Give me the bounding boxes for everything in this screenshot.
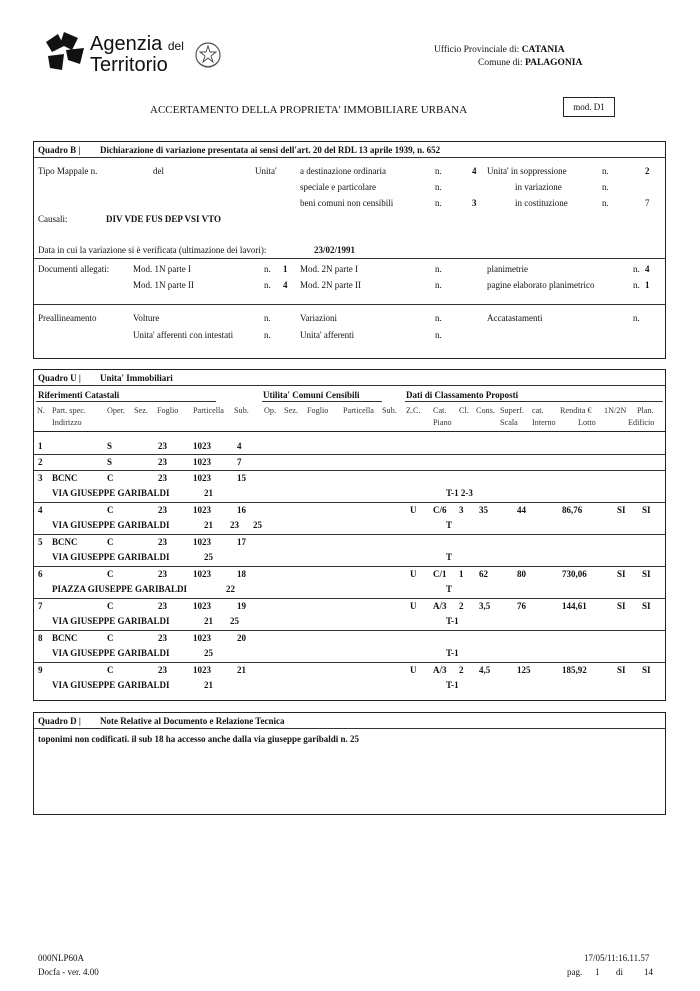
causali-value: DIV VDE FUS DEP VSI VTO <box>106 214 221 224</box>
unit-civico: 21 <box>204 616 213 626</box>
beni-comuni-value: 3 <box>472 198 477 208</box>
unit-foglio: 23 <box>158 537 167 547</box>
unit-particella: 1023 <box>193 633 211 643</box>
divider <box>33 157 666 158</box>
footer-timestamp: 17/05/11:16.11.57 <box>584 953 650 963</box>
unit-cat: C/6 <box>433 505 447 515</box>
mod1n-p1-label: Mod. 1N parte I <box>133 264 191 274</box>
unit-cons: 3,5 <box>479 601 491 611</box>
quadro-u-label: Quadro U | <box>38 373 81 383</box>
divider <box>33 304 666 305</box>
unit-oper: C <box>107 505 114 515</box>
unit-plan: SI <box>642 569 651 579</box>
n-label: n. <box>602 166 609 176</box>
unit-oper: C <box>107 601 114 611</box>
n-label: n. <box>264 264 271 274</box>
unit-sub: 7 <box>237 457 242 467</box>
footer-pag-value: 1 <box>595 967 600 977</box>
n-label: n. <box>435 313 442 323</box>
quadro-d-note: toponimi non codificati. il sub 18 ha accesso anche dalla via giuseppe garibaldi n. 25 <box>38 734 360 744</box>
unit-foglio: 23 <box>158 665 167 675</box>
col-interno: Interno <box>532 418 556 427</box>
unit-indirizzo: VIA GIUSEPPE GARIBALDI <box>52 680 170 690</box>
unit-plan: SI <box>642 665 651 675</box>
footer-di-label: di <box>616 967 624 977</box>
unit-sub: 18 <box>237 569 246 579</box>
n-label: n. <box>264 313 271 323</box>
divider <box>262 401 382 402</box>
volture-label: Volture <box>133 313 160 323</box>
unit-part-spec: BCNC <box>52 537 78 547</box>
row-divider <box>33 598 666 599</box>
unit-superf: 44 <box>517 505 526 515</box>
divider <box>33 431 666 432</box>
unit-sub: 16 <box>237 505 246 515</box>
unit-indirizzo: VIA GIUSEPPE GARIBALDI <box>52 552 170 562</box>
unit-particella: 1023 <box>193 665 211 675</box>
unit-superf: 76 <box>517 601 526 611</box>
unit-piano: T <box>446 584 453 594</box>
col-part-spec: Part. spec. <box>52 406 86 415</box>
unit-oper: S <box>107 457 113 467</box>
n-label: n. <box>435 280 442 290</box>
planimetrie-value: 4 <box>645 264 650 274</box>
logo-del: del <box>167 39 184 53</box>
unit-particella: 1023 <box>193 457 211 467</box>
unit-foglio: 23 <box>158 473 167 483</box>
agenzia-logo-icon <box>44 30 86 74</box>
col-oper: Oper. <box>107 406 125 415</box>
col-plan: Plan. <box>637 406 654 415</box>
ufficio-label: Ufficio Provinciale di: <box>434 45 520 55</box>
footer-code: 000NLP60A <box>38 953 85 963</box>
unit-piano: T <box>446 520 453 530</box>
unit-particella: 1023 <box>193 537 211 547</box>
unit-cons: 62 <box>479 569 488 579</box>
unit-n: 9 <box>38 665 43 675</box>
col-rendita: Rendita € <box>560 406 592 415</box>
dest-ordinaria-value: 4 <box>472 166 477 176</box>
comune-label: Comune di: <box>478 58 523 68</box>
col-sub2: Sub. <box>382 406 397 415</box>
unit-oper: S <box>107 441 113 451</box>
speciale-label: speciale e particolare <box>300 182 376 192</box>
unit-civico: 22 <box>226 584 235 594</box>
col-edificio: Edificio <box>628 418 655 427</box>
unit-foglio: 23 <box>158 601 167 611</box>
quadro-d-title: Note Relative al Documento e Relazione Tecnica <box>100 716 285 726</box>
unit-foglio: 23 <box>158 457 167 467</box>
divider <box>33 258 666 259</box>
ufficio-line <box>434 45 565 55</box>
n-label: n. <box>435 330 442 340</box>
col-1n2n: 1N/2N <box>604 406 627 415</box>
unit-rendita: 185,92 <box>562 665 587 675</box>
col-foglio: Foglio <box>157 406 179 415</box>
soppressione-value: 2 <box>645 166 650 176</box>
unit-foglio: 23 <box>158 441 167 451</box>
n-label: n. <box>633 313 640 323</box>
logo-territorio: Territorio <box>90 54 168 76</box>
col-foglio2: Foglio <box>307 406 329 415</box>
quadro-b-title: Dichiarazione di variazione presentata ai sensi dell'art. 20 del RDL 13 aprile 1939, n. 652 <box>100 145 441 155</box>
row-divider <box>33 470 666 471</box>
mod1n-p2-label: Mod. 1N parte II <box>133 280 194 290</box>
col-scala: Scala <box>500 418 518 427</box>
unit-indirizzo: VIA GIUSEPPE GARIBALDI <box>52 488 170 498</box>
unit-cons: 4,5 <box>479 665 491 675</box>
n-label: n. <box>602 198 609 208</box>
quadro-b-label: Quadro B | <box>38 145 81 155</box>
unit-foglio: 23 <box>158 633 167 643</box>
mod-badge: mod. D1 <box>563 97 615 117</box>
unit-civico: 25 <box>230 616 239 626</box>
unit-piano: T <box>446 552 453 562</box>
unit-1n2n: SI <box>617 601 626 611</box>
mod1n-p2-value: 4 <box>283 280 288 290</box>
data-label: Data in cui la variazione si è verificata (ultimazione dei lavori): <box>38 245 267 255</box>
pagine-label: pagine elaborato planimetrico <box>487 280 595 290</box>
unit-civico: 21 <box>204 488 213 498</box>
unit-1n2n: SI <box>617 569 626 579</box>
quadro-u-title: Unita' Immobiliari <box>100 373 173 383</box>
col-cat2: cat. <box>532 406 544 415</box>
logo-agenzia: Agenzia <box>90 33 163 55</box>
unit-zc: U <box>410 569 417 579</box>
unit-zc: U <box>410 601 417 611</box>
unit-sub: 15 <box>237 473 246 483</box>
n-label: n. <box>602 182 609 192</box>
unit-oper: C <box>107 537 114 547</box>
unit-civico: 21 <box>204 520 213 530</box>
beni-comuni-label: beni comuni non censibili <box>300 198 394 208</box>
col-particella2: Particella <box>343 406 374 415</box>
unit-civico: 25 <box>204 648 213 658</box>
unit-plan: SI <box>642 601 651 611</box>
unit-n: 2 <box>38 457 43 467</box>
unit-indirizzo: VIA GIUSEPPE GARIBALDI <box>52 520 170 530</box>
comune-value: PALAGONIA <box>524 58 583 68</box>
unit-superf: 80 <box>517 569 526 579</box>
unit-civico: 23 <box>230 520 239 530</box>
unit-cons: 35 <box>479 505 488 515</box>
divider <box>33 728 666 729</box>
unit-superf: 125 <box>517 665 531 675</box>
mod2n-p2-label: Mod. 2N parte II <box>300 280 361 290</box>
unit-zc: U <box>410 665 417 675</box>
col-indirizzo: Indirizzo <box>52 418 82 427</box>
unit-oper: C <box>107 633 114 643</box>
unit-part-spec: BCNC <box>52 633 78 643</box>
col-superf: Superf. <box>500 406 524 415</box>
unit-n: 3 <box>38 473 43 483</box>
del-label: del <box>153 166 164 176</box>
col-sez2: Sez. <box>284 406 298 415</box>
footer-docfa: Docfa - ver. 4.00 <box>38 967 99 977</box>
unit-rendita: 144,61 <box>562 601 587 611</box>
unit-zc: U <box>410 505 417 515</box>
data-value: 23/02/1991 <box>314 245 356 255</box>
comune-line <box>478 58 582 68</box>
unit-cl: 3 <box>459 505 464 515</box>
col-cons: Cons. <box>476 406 495 415</box>
unit-n: 1 <box>38 441 43 451</box>
row-divider <box>33 534 666 535</box>
n-label: n. <box>435 166 442 176</box>
unit-cl: 1 <box>459 569 464 579</box>
unit-particella: 1023 <box>193 473 211 483</box>
afferenti-label: Unita' afferenti <box>300 330 355 340</box>
costituzione-label: in costituzione <box>515 198 568 208</box>
unit-cl: 2 <box>459 665 464 675</box>
n-label: n. <box>435 264 442 274</box>
unit-n: 5 <box>38 537 43 547</box>
col-piano: Piano <box>433 418 452 427</box>
costituzione-value: 7 <box>645 198 650 208</box>
unita-label: Unita' <box>255 166 277 176</box>
mod2n-p1-label: Mod. 2N parte I <box>300 264 358 274</box>
unit-n: 7 <box>38 601 43 611</box>
unit-piano: T-1 <box>446 648 459 658</box>
unit-oper: C <box>107 665 114 675</box>
tipo-mappale-label: Tipo Mappale n. <box>38 166 98 176</box>
n-label: n. <box>264 330 271 340</box>
unit-n: 4 <box>38 505 43 515</box>
unit-n: 8 <box>38 633 43 643</box>
unit-particella: 1023 <box>193 505 211 515</box>
footer-pag-label: pag. <box>567 967 583 977</box>
row-divider <box>33 454 666 455</box>
unit-civico: 25 <box>204 552 213 562</box>
documenti-label: Documenti allegati: <box>38 264 110 274</box>
unit-oper: C <box>107 569 114 579</box>
col-particella: Particella <box>193 406 224 415</box>
col-lotto: Lotto <box>578 418 596 427</box>
divider <box>33 385 666 386</box>
divider <box>36 401 216 402</box>
unit-1n2n: SI <box>617 505 626 515</box>
unit-plan: SI <box>642 505 651 515</box>
logo-title-line1 <box>90 33 184 56</box>
unit-cat: A/3 <box>433 665 447 675</box>
unit-part-spec: BCNC <box>52 473 78 483</box>
ufficio-value: CATANIA <box>521 45 565 55</box>
state-emblem-icon <box>193 40 223 72</box>
planimetrie-label: planimetrie <box>487 264 528 274</box>
unit-particella: 1023 <box>193 441 211 451</box>
unit-sub: 21 <box>237 665 246 675</box>
unit-rendita: 730,06 <box>562 569 587 579</box>
page-title: ACCERTAMENTO DELLA PROPRIETA' IMMOBILIARE URBANA <box>150 104 468 116</box>
col-n: N. <box>37 406 45 415</box>
unit-sub: 17 <box>237 537 246 547</box>
unit-rendita: 86,76 <box>562 505 583 515</box>
unit-indirizzo: VIA GIUSEPPE GARIBALDI <box>52 648 170 658</box>
unit-sub: 19 <box>237 601 246 611</box>
unit-particella: 1023 <box>193 569 211 579</box>
rif-catastali-heading: Riferimenti Catastali <box>38 390 120 400</box>
col-sub: Sub. <box>234 406 249 415</box>
unit-cl: 2 <box>459 601 464 611</box>
unit-civico: 21 <box>204 680 213 690</box>
col-zc: Z.C. <box>406 406 421 415</box>
unit-indirizzo: VIA GIUSEPPE GARIBALDI <box>52 616 170 626</box>
dest-ordinaria-label: a destinazione ordinaria <box>300 166 386 176</box>
accatastamenti-label: Accatastamenti <box>487 313 543 323</box>
unit-particella: 1023 <box>193 601 211 611</box>
causali-label: Causali: <box>38 214 68 224</box>
n-label: n. <box>435 182 442 192</box>
unit-n: 6 <box>38 569 43 579</box>
row-divider <box>33 630 666 631</box>
col-sez: Sez. <box>134 406 148 415</box>
unit-cat: C/1 <box>433 569 447 579</box>
pagine-value: 1 <box>645 280 650 290</box>
unit-1n2n: SI <box>617 665 626 675</box>
col-cl: Cl. <box>459 406 469 415</box>
soppressione-label: Unita' in soppressione <box>487 166 567 176</box>
row-divider <box>33 662 666 663</box>
unit-indirizzo: PIAZZA GIUSEPPE GARIBALDI <box>52 584 188 594</box>
unit-civico: 25 <box>253 520 262 530</box>
n-label: n. <box>633 264 640 274</box>
mod1n-p1-value: 1 <box>283 264 288 274</box>
dati-class-heading: Dati di Classamento Proposti <box>406 390 519 400</box>
col-op: Op. <box>264 406 277 415</box>
unit-oper: C <box>107 473 114 483</box>
unit-piano: T-1 <box>446 680 459 690</box>
unit-foglio: 23 <box>158 569 167 579</box>
afferenti-intestati-label: Unita' afferenti con intestati <box>133 330 234 340</box>
unit-piano: T-1 2-3 <box>446 488 473 498</box>
utilita-heading: Utilita' Comuni Censibili <box>263 390 360 400</box>
row-divider <box>33 566 666 567</box>
col-cat: Cat. <box>433 406 447 415</box>
unit-sub: 20 <box>237 633 246 643</box>
n-label: n. <box>435 198 442 208</box>
quadro-d-label: Quadro D | <box>38 716 81 726</box>
unit-cat: A/3 <box>433 601 447 611</box>
footer-di-value: 14 <box>644 967 653 977</box>
variazione-label: in variazione <box>515 182 562 192</box>
n-label: n. <box>264 280 271 290</box>
row-divider <box>33 502 666 503</box>
divider <box>405 401 663 402</box>
unit-sub: 4 <box>237 441 242 451</box>
preallineamento-label: Preallineamento <box>38 313 97 323</box>
n-label: n. <box>633 280 640 290</box>
variazioni-label: Variazioni <box>300 313 337 323</box>
unit-piano: T-1 <box>446 616 459 626</box>
unit-foglio: 23 <box>158 505 167 515</box>
